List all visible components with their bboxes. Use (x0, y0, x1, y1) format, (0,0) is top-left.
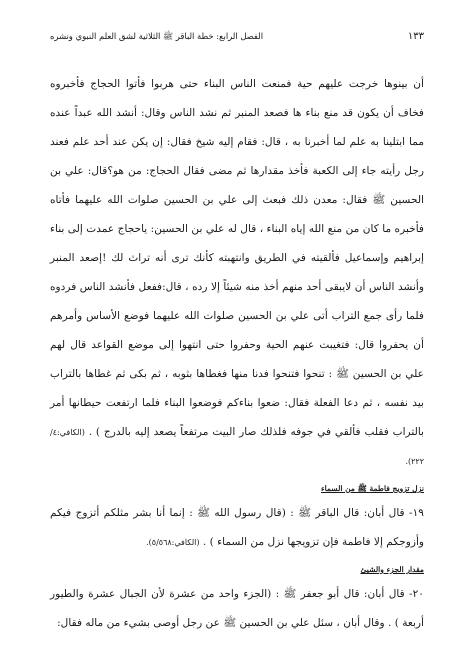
page-number: ١٣٣ (407, 31, 424, 42)
paragraph-hadith-20 (50, 580, 424, 638)
chapter-title: الفصل الرابع: خطة الباقر ﷺ الثلاثية لشق العلم النبوي ونشره (50, 31, 264, 41)
paragraph-text: أن بينوها خرجت عليهم حية فمنعت الناس البناء حتى هربوا فأتوا الحجاج فأخبروه فخاف أن يكون قد منع بناء ها فصعد المنبر ثم نشد الناس وقال: أنشد الله عبداً عنده مما ابتلينا به علم لما أخبرنا به ، قال: فقام إليه شيخ فقال: إن يكن عند أحد علم فعند رجل رأيته جاء إلى الكعبة فأخذ مقدارها ثم مضى فقال الحجاج: من هو؟قال: علي بن الحسين ﷺ فقال: معدن ذلك فبعث إلى علي بن الحسين صلوات الله عليهما فأتاه فأخبره ما كان من منع الله إياه البناء ، قال له علي بن الحسين: ياحجاج عمدت إلى بناء إبراهيم وإسماعيل فألقيته في الطريق وانتهبته كأنك ترى أنه تراث لك !إصعد المنبر وأنشد الناس أن لايبقى أحد منهم أخذ منه شيئاً إلا رده ، قال:ففعل فأنشد الناس فردوه فلما رأى جمع التراب أتى علي بن الحسين صلوات الله عليهما فوضع الأساس وأمرهم أن يحفروا قال: فتغيبت عنهم الحية وحفروا حتى انتهوا إلى موضع القواعد قال لهم علي بن الحسين ﷺ : تنحوا فتنحوا فدنا منها فغطاها بثوبه ، ثم بكى ثم غطاها بالتراب بيد نفسه ، ثم دعا الفعلة فقال: ضعوا بناءكم فوضعوا البناء فلما ارتفعت حيطانها أمر بالتراب فقلب فألقي في جوفه فلذلك صار البيت مرتفعاً يصعد إليه بالدرج ) . (50, 78, 425, 438)
page-body (50, 70, 424, 638)
paragraph-text: ٢٠- قال أبان: قال أبو جعفر ﷺ : (الجزء واحد من عشرة لأن الجبال عشرة والطيور أربعة ) . وقال أبان ، سئل علي بن الحسين ﷺ عن رجل أوصى بشيء من ماله فقال: (50, 588, 424, 629)
paragraph-hadith-19 (50, 499, 424, 557)
paragraph-hadith-18 (50, 70, 424, 476)
paragraph-text: ١٩- قال أبان: قال الباقر ﷺ : (قال رسول الله ﷺ : إنما أنا بشر مثلكم أتزوج فيكم وأزوجكم إلا فاطمة فإن تزويجها نزل من السماء ) . (50, 507, 424, 548)
section-heading-fatima-marriage: نزل تزويج فاطمة ﷺ من السماء (321, 484, 424, 493)
source-citation: (الكافي:٥/٥٦٨). (146, 538, 200, 547)
section-heading-portion-measure: مقدار الجزء والشيئ (360, 565, 424, 574)
source-citation: (الكافي:٤/ ٢٢٢). (50, 428, 424, 466)
running-header (50, 30, 424, 44)
